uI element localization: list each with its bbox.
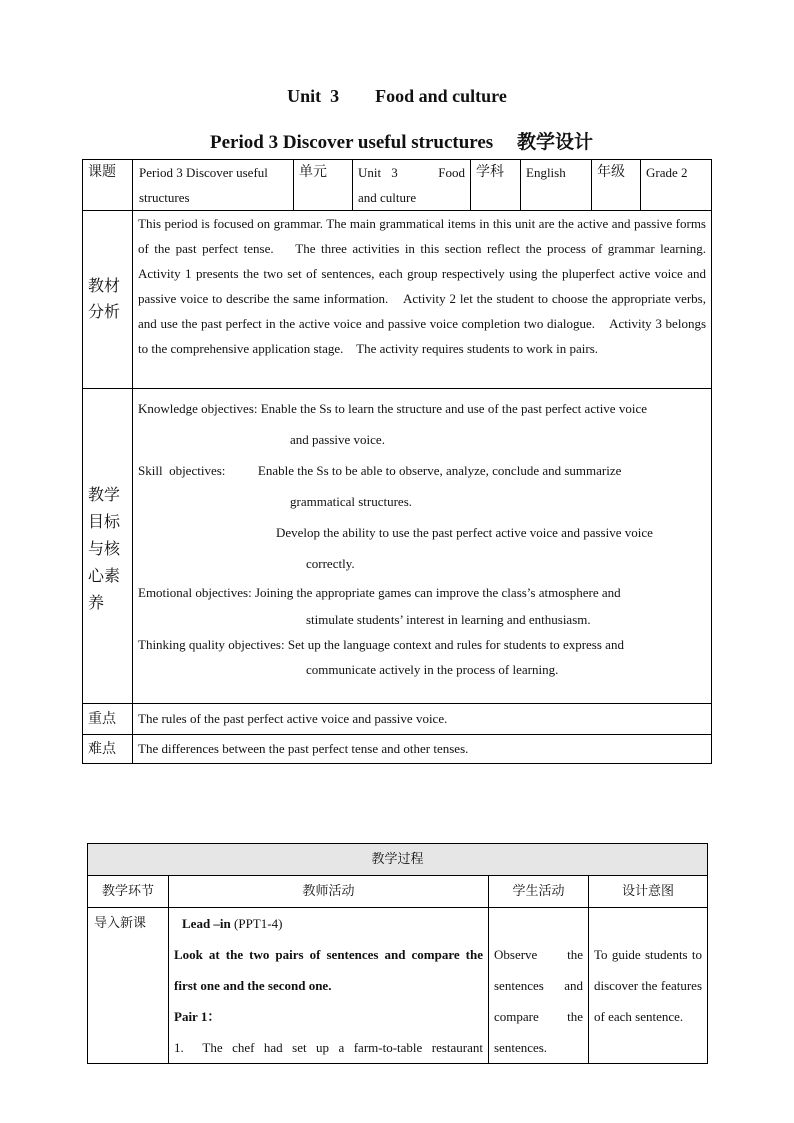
header-student: 学生活动 (489, 876, 589, 908)
pair-label: Pair 1： (174, 1009, 221, 1024)
skill-line-1: Skill objectives: Enable the Ss to be able to observe, analyze, conclude and summarize (138, 463, 622, 478)
teaching-process-table (87, 843, 708, 1064)
analysis-text: This period is focused on grammar. The main grammatical items in this unit are the active and passive forms of the past perfect tense. The three activities in this section reflect the process of grammar learning. Activity 1 presents the two set of sentences, each group respectively using the pluperfect active voice and passive voice to describe the same information. Activity 2 let the student to choose the appropriate verbs, and use the past perfect in the active voice and passive voice completion two dialogue. Activity 3 belongs to the comprehensive application stage. The activity requires students to work in pairs. (133, 211, 712, 389)
knowledge-line-2: and passive voice. (290, 432, 385, 447)
difficulty-text: The differences between the past perfect tense and other tenses. (133, 735, 712, 764)
label-key-point: 重点 (83, 704, 133, 735)
label-unit: 单元 (294, 160, 353, 211)
label-subject: 学科 (471, 160, 521, 211)
unit-value: Unit 3 Food and culture (353, 160, 471, 211)
sentence-1: 1. The chef had set up a farm-to-table restaurant (174, 1040, 483, 1055)
knowledge-line-1: Knowledge objectives: Enable the Ss to learn the structure and use of the past perfect active voice (138, 401, 647, 416)
thinking-line-1: Thinking quality objectives: Set up the language context and rules for students to express and (138, 637, 624, 652)
purpose-cell: To guide students to discover the features of each sentence. (589, 908, 708, 1064)
skill-line-4: correctly. (306, 556, 355, 571)
header-stage: 教学环节 (88, 876, 169, 908)
process-title: 教学过程 (88, 844, 708, 876)
skill-line-3: Develop the ability to use the past perfect active voice and passive voice (276, 525, 653, 540)
topic-value: Period 3 Discover useful structures (133, 160, 294, 211)
header-teacher: 教师活动 (169, 876, 489, 908)
label-grade: 年级 (592, 160, 641, 211)
header-purpose: 设计意图 (589, 876, 708, 908)
label-objectives: 教学目标与核心素养 (83, 389, 133, 704)
instruction-text: Look at the two pairs of sentences and compare the first one and the second one. (174, 947, 483, 993)
teacher-cell (169, 908, 489, 1064)
label-analysis: 教材分析 (83, 211, 133, 389)
emotional-line-2: stimulate students’ interest in learning and enthusiasm. (306, 612, 591, 627)
thinking-line-2: communicate actively in the process of learning. (306, 662, 559, 677)
lead-in-ref: (PPT1-4) (230, 916, 283, 931)
skill-line-2: grammatical structures. (290, 494, 413, 509)
stage-cell: 导入新课 (88, 908, 169, 1064)
title-unit: Unit 3 Food and culture (287, 86, 507, 106)
emotional-line-1: Emotional objectives: Joining the appropriate games can improve the class’s atmosphere and (138, 585, 621, 600)
subject-value: English (521, 160, 592, 211)
objectives-text (133, 389, 712, 704)
lead-in-line (174, 908, 483, 939)
label-topic: 课题 (83, 160, 133, 211)
lesson-info-table (82, 159, 719, 764)
lead-in-label: Lead –in (182, 916, 231, 931)
label-difficulty: 难点 (83, 735, 133, 764)
key-point-text: The rules of the past perfect active voice and passive voice. (133, 704, 712, 735)
student-cell: Observe the sentences and compare the sentences. (489, 908, 589, 1064)
title-period: Period 3 Discover useful structures 教学设计 (210, 132, 593, 153)
grade-value: Grade 2 (641, 160, 712, 211)
